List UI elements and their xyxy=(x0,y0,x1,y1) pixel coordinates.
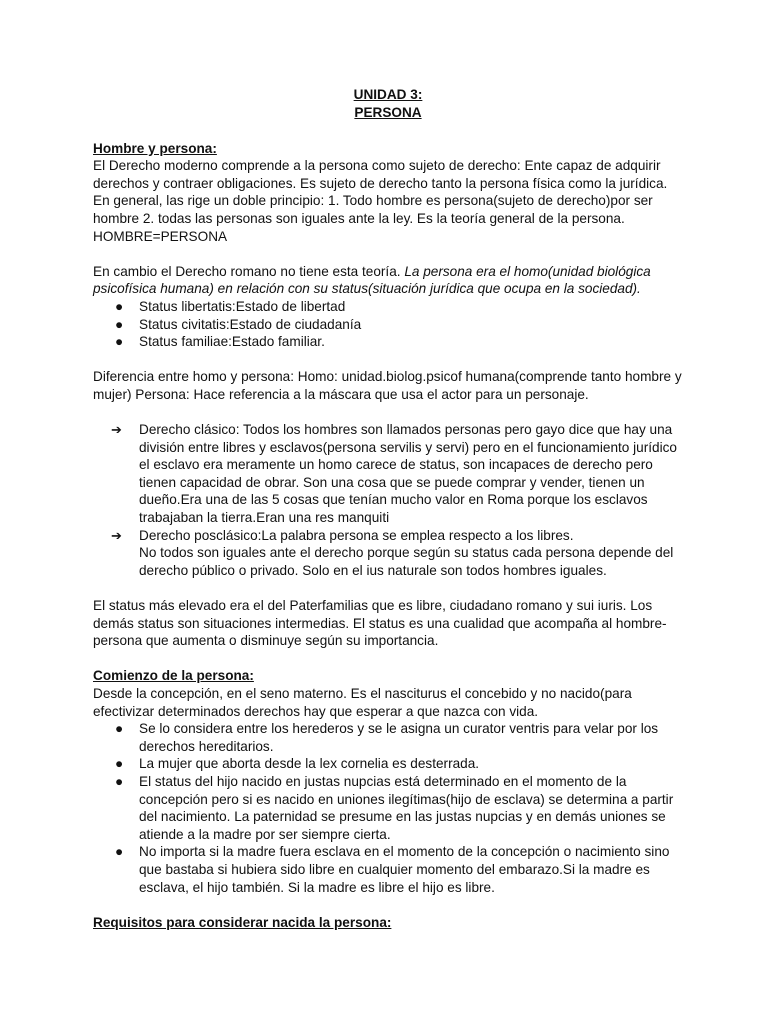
derecho-arrow-list xyxy=(93,421,683,579)
list-item xyxy=(93,755,683,773)
persona-homo-italic-text: La persona era el homo(unidad biológica psicofísica humana) en relación con su status(situación jurídica que ocupa en la sociedad). xyxy=(93,263,651,297)
list-item-text: Status civitatis:Estado de ciudadanía xyxy=(139,316,362,332)
derecho-romano-text: En cambio el Derecho romano no tiene esta teoría. xyxy=(93,263,405,279)
bullet-icon: ● xyxy=(115,334,124,350)
bullet-icon: ● xyxy=(115,756,124,772)
bullet-icon: ● xyxy=(115,844,124,860)
list-item xyxy=(93,773,683,843)
list-item xyxy=(93,720,683,755)
list-item-text: La mujer que aborta desde la lex cornelia es desterrada. xyxy=(139,756,480,772)
arrow-icon: ➔ xyxy=(111,422,122,438)
bullet-icon: ● xyxy=(115,298,124,314)
paragraph-diferencia-homo-persona: Diferencia entre homo y persona: Homo: unidad.biolog.psicof humana(comprende tanto hombre y mujer) Persona: Hace referencia a la máscara que usa el actor para un personaje. xyxy=(93,369,682,402)
list-item xyxy=(93,421,683,527)
list-item-text: No importa si la madre fuera esclava en el momento de la concepción o nacimiento sino que bastaba si hubiera sido libre en cualquier momento del embarazo.Si la madre es esclava, el hijo también. Si la madre es libre el hijo es libre. xyxy=(139,844,670,895)
list-item xyxy=(93,527,683,580)
bullet-icon: ● xyxy=(115,721,124,737)
heading-hombre-y-persona: Hombre y persona: xyxy=(93,140,217,156)
status-list xyxy=(93,298,683,351)
paragraph-derecho-moderno: El Derecho moderno comprende a la persona como sujeto de derecho: Ente capaz de adquirir derechos y contraer obligaciones. Es sujeto de derecho tanto la persona física como la jurídica. En general, las rige un doble principio: 1. Todo hombre es persona(sujeto de derecho)por ser hombre 2. todas las personas son iguales ante la ley. Es la teoría general de la persona. HOMBRE=PERSONA xyxy=(93,158,668,244)
paragraph-derecho-romano xyxy=(93,263,683,298)
list-item-text: Status familiae:Estado familiar. xyxy=(139,334,325,350)
list-item-text: Status libertatis:Estado de libertad xyxy=(139,298,346,314)
list-item xyxy=(93,298,683,316)
bullet-icon: ● xyxy=(115,773,124,789)
paragraph-paterfamilias: El status más elevado era el del Paterfamilias que es libre, ciudadano romano y sui iuris. Los demás status son situaciones intermedias. El status es una cualidad que acompaña al hombre-persona que aumenta o disminuye según su importancia. xyxy=(93,598,667,649)
document-body xyxy=(93,86,683,931)
heading-comienzo-persona: Comienzo de la persona: xyxy=(93,668,254,684)
title-line-1: UNIDAD 3: xyxy=(353,87,423,102)
list-item-text: Derecho clásico: Todos los hombres son llamados personas pero gayo dice que hay una división entre libres y esclavos(persona servilis y servi) pero en el funcionamiento jurídico el esclavo era meramente un homo carece de status, son incapaces de derecho pero tienen capacidad de obrar. Son una cosa que se puede comprar y vender, tienen un dueño.Era una de las 5 cosas que tenían mucho valor en Roma porque los esclavos trabajaban la tierra.Eran una res manquiti xyxy=(139,422,677,526)
list-item-text: Se lo considera entre los herederos y se le asigna un curator ventris para velar por los derechos hereditarios. xyxy=(139,721,659,754)
title-line-2: PERSONA xyxy=(354,105,422,120)
list-item xyxy=(93,333,683,351)
heading-requisitos: Requisitos para considerar nacida la persona: xyxy=(93,914,392,930)
arrow-icon: ➔ xyxy=(111,527,122,543)
bullet-icon: ● xyxy=(115,316,124,332)
list-item xyxy=(93,843,683,896)
comienzo-list xyxy=(93,720,683,896)
paragraph-concepcion: Desde la concepción, en el seno materno. Es el nasciturus el concebido y no nacido(para efectivizar determinados derechos hay que esperar a que nazca con vida. xyxy=(93,686,632,719)
list-item-text: El status del hijo nacido en justas nupcias está determinado en el momento de la concepción pero si es nacido en uniones ilegítimas(hijo de esclava) se determina a partir del nacimiento. La paternidad se presume en las justas nupcias y en demás uniones se atiende a la madre por ser siempre cierta. xyxy=(139,773,674,842)
list-item-text: Derecho posclásico:La palabra persona se emplea respecto a los libres. xyxy=(139,527,574,543)
document-title xyxy=(93,86,683,122)
list-item-continuation-text: No todos son iguales ante el derecho porque según su status cada persona depende del derecho público o privado. Solo en el ius naturale son todos hombres iguales. xyxy=(139,545,674,578)
list-item xyxy=(93,316,683,334)
